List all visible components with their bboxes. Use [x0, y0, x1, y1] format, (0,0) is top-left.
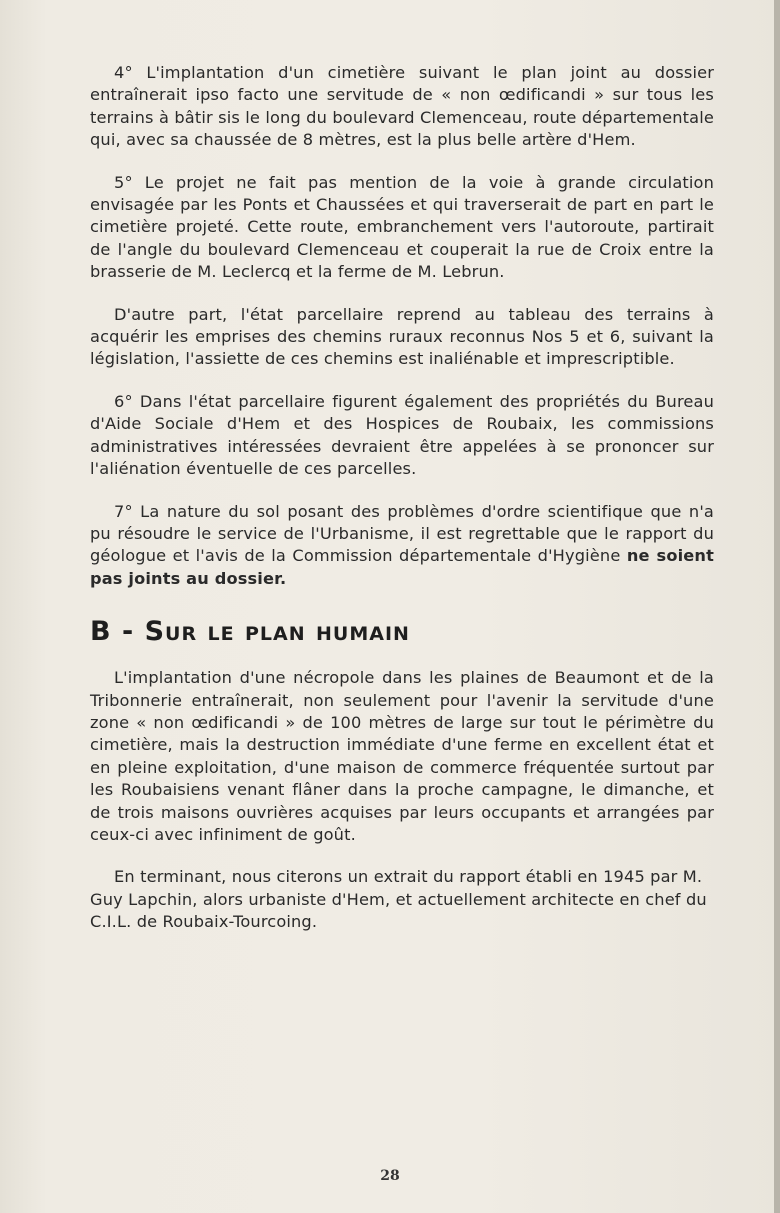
- paragraph-point-7-bold: ne soient pas joints au dossier.: [90, 546, 714, 588]
- page-number: 28: [380, 1168, 400, 1184]
- section-heading: B - Sur le plan humain: [90, 616, 410, 648]
- paragraph-point-7: [90, 501, 714, 591]
- page-edge: [774, 0, 780, 1213]
- paragraph-human-1: L'implantation d'une nécropole dans les plaines de Beaumont et de la Tribonnerie entraînerait, non seulement pour l'avenir la servitude d'une zone « non œdificandi » de 100 mètres de large sur tout le périmètre du cimetière, mais la destruction immédiate d'une ferme en excellent état et en pleine exploitation, d'une maison de commerce fréquentée surtout par les Roubaisiens venant flâner dans la proche campagne, le dimanche, et de trois maisons ouvrières acquises par leurs occupants et arrangées par ceux-ci avec infiniment de goût.: [90, 668, 714, 844]
- paragraph-human-2: En terminant, nous citerons un extrait du rapport établi en 1945 par M. Guy Lapchin, alors urbaniste d'Hem, et actuellement architecte en chef du C.I.L. de Roubaix-Tourcoing.: [90, 867, 707, 932]
- paragraph-other-side: D'autre part, l'état parcellaire reprend au tableau des terrains à acquérir les emprises des chemins ruraux reconnus Nos 5 et 6, suivant la législation, l'assiette de ces chemins est inaliénable et imprescriptible.: [90, 304, 714, 369]
- paragraph-point-7-text: 7° La nature du sol posant des problèmes d'ordre scientifique que n'a pu résoudre le service de l'Urbanisme, il est regrettable que le rapport du géologue et l'avis de la Commission départementale d'Hygiène: [90, 501, 714, 566]
- paragraph-point-4: 4° L'implantation d'un cimetière suivant le plan joint au dossier entraînerait ipso facto une servitude de « non œdificandi » sur tous les terrains à bâtir sis le long du boulevard Clemenceau, route départementale qui, avec sa chaussée de 8 mètres, est la plus belle artère d'Hem.: [90, 63, 714, 150]
- paragraph-point-5: 5° Le projet ne fait pas mention de la voie à grande circulation envisagée par les Ponts et Chaussées et qui traverserait de part en part le cimetière projeté. Cette route, embranchement vers l'autoroute, partirait de l'angle du boulevard Clemenceau et couperait la rue de Croix entre la brasserie de M. Leclercq et la ferme de M. Lebrun.: [90, 172, 714, 282]
- paragraph-point-6: 6° Dans l'état parcellaire figurent également des propriétés du Bureau d'Aide Sociale d'Hem et des Hospices de Roubaix, les commissions administratives intéressées devraient être appelées à se prononcer sur l'aliénation éventuelle de ces parcelles.: [90, 391, 714, 479]
